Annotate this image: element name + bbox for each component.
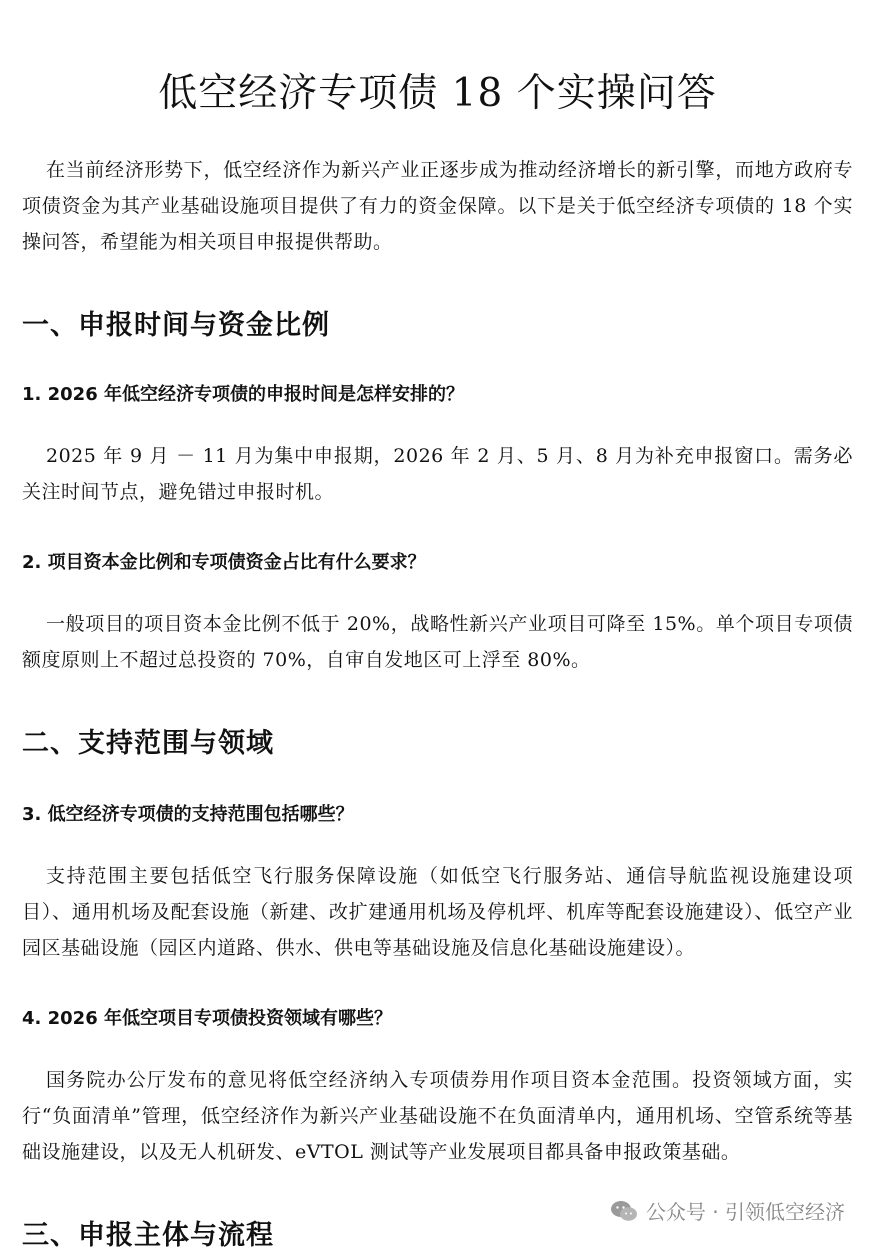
section-heading-2: 二、支持范围与领域 [22,728,274,759]
section-heading-1: 一、申报时间与资金比例 [22,310,330,341]
watermark-text: 公众号 · 引领低空经济 [645,1200,845,1224]
question-4: 4. 2026 年低空项目专项债投资领域有哪些？ [22,1008,392,1029]
wechat-watermark [610,1196,845,1225]
answer-3: 支持范围主要包括低空飞行服务保障设施（如低空飞行服务站、通信导航监视设施建设项目）、通用机场及配套设施（新建、改扩建通用机场及停机坪、机库等配套设施建设）、低空产业园区基础设施（园区内道路、供水、供电等基础设施及信息化基础设施建设）。 [22,865,853,959]
wechat-icon [610,1200,638,1222]
question-1: 1. 2026 年低空经济专项债的申报时间是怎样安排的？ [22,384,464,405]
answer-1: 2025 年 9 月 － 11 月为集中申报期，2026 年 2 月、5 月、8 月为补充申报窗口。需务必关注时间节点，避免错过申报时机。 [22,445,853,503]
document-title: 低空经济专项债 18 个实操问答 [158,71,717,116]
intro-paragraph: 在当前经济形势下，低空经济作为新兴产业正逐步成为推动经济增长的新引擎，而地方政府专项债资金为其产业基础设施项目提供了有力的资金保障。以下是关于低空经济专项债的 18 个实操问答，希望能为相关项目申报提供帮助。 [22,159,853,253]
section-heading-3: 三、申报主体与流程 [22,1220,274,1251]
question-3: 3. 低空经济专项债的支持范围包括哪些？ [22,804,354,825]
answer-4: 国务院办公厅发布的意见将低空经济纳入专项债券用作项目资本金范围。投资领域方面，实行“负面清单”管理，低空经济作为新兴产业基础设施不在负面清单内，通用机场、空管系统等基础设施建设，以及无人机研发、eVTOL 测试等产业发展项目都具备申报政策基础。 [22,1069,853,1163]
question-2: 2. 项目资本金比例和专项债资金占比有什么要求？ [22,552,426,573]
answer-2: 一般项目的项目资本金比例不低于 20%，战略性新兴产业项目可降至 15%。单个项目专项债额度原则上不超过总投资的 70%，自审自发地区可上浮至 80%。 [22,613,853,671]
